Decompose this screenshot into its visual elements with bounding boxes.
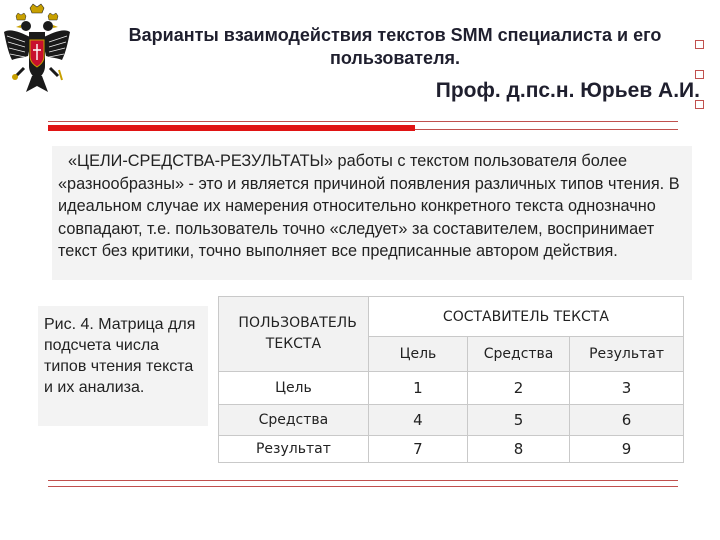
author-header: СОСТАВИТЕЛЬ ТЕКСТА bbox=[368, 297, 683, 337]
matrix-cell: 5 bbox=[468, 405, 570, 436]
user-header-label: ПОЛЬЗОВАТЕЛЬ ТЕКСТА bbox=[238, 315, 357, 352]
row-header: Цель bbox=[219, 372, 369, 405]
column-header: Средства bbox=[468, 337, 570, 372]
user-header bbox=[219, 297, 369, 372]
side-bullets bbox=[695, 40, 709, 130]
row-header: Результат bbox=[219, 436, 369, 463]
column-header: Результат bbox=[570, 337, 684, 372]
header-rule-thin bbox=[48, 121, 678, 122]
figure-caption: Рис. 4. Матрица для подсчета числа типов чтения текста и их анализа. bbox=[38, 306, 208, 426]
header-rule-thin-right bbox=[415, 129, 678, 130]
table-row bbox=[219, 405, 684, 436]
slide-title: Варианты взаимодействия текстов SMM специалиста и его пользователя. bbox=[128, 25, 662, 68]
university-emblem-icon bbox=[2, 2, 72, 102]
matrix-cell: 7 bbox=[368, 436, 467, 463]
matrix-cell: 4 bbox=[368, 405, 467, 436]
matrix-cell: 1 bbox=[368, 372, 467, 405]
row-header: Средства bbox=[219, 405, 369, 436]
matrix-cell: 8 bbox=[468, 436, 570, 463]
matrix-cell: 2 bbox=[468, 372, 570, 405]
matrix-cell: 3 bbox=[570, 372, 684, 405]
bullet-square bbox=[695, 70, 704, 79]
bullet-square bbox=[695, 40, 704, 49]
footer-rule bbox=[48, 480, 678, 481]
matrix-cell: 6 bbox=[570, 405, 684, 436]
table-row bbox=[219, 372, 684, 405]
bullet-square bbox=[695, 100, 704, 109]
footer-rule bbox=[48, 486, 678, 487]
table-row bbox=[219, 436, 684, 463]
reading-types-matrix bbox=[218, 296, 684, 463]
author-line: Проф. д.пс.н. Юрьев А.И. bbox=[435, 79, 700, 102]
main-paragraph: «ЦЕЛИ-СРЕДСТВА-РЕЗУЛЬТАТЫ» работы с текстом пользователя более «разнообразны» - это и является причиной появления различных типов чтения. В идеальном случае их намерения относительно конкретного текста однозначно совпадают, т.е. пользователь точно «следует» за составителем, воспринимает текст без критики, точно выполняет все предписанные автором действия. bbox=[52, 146, 692, 280]
matrix-cell: 9 bbox=[570, 436, 684, 463]
header-rule-bar bbox=[48, 125, 415, 131]
column-header: Цель bbox=[368, 337, 467, 372]
